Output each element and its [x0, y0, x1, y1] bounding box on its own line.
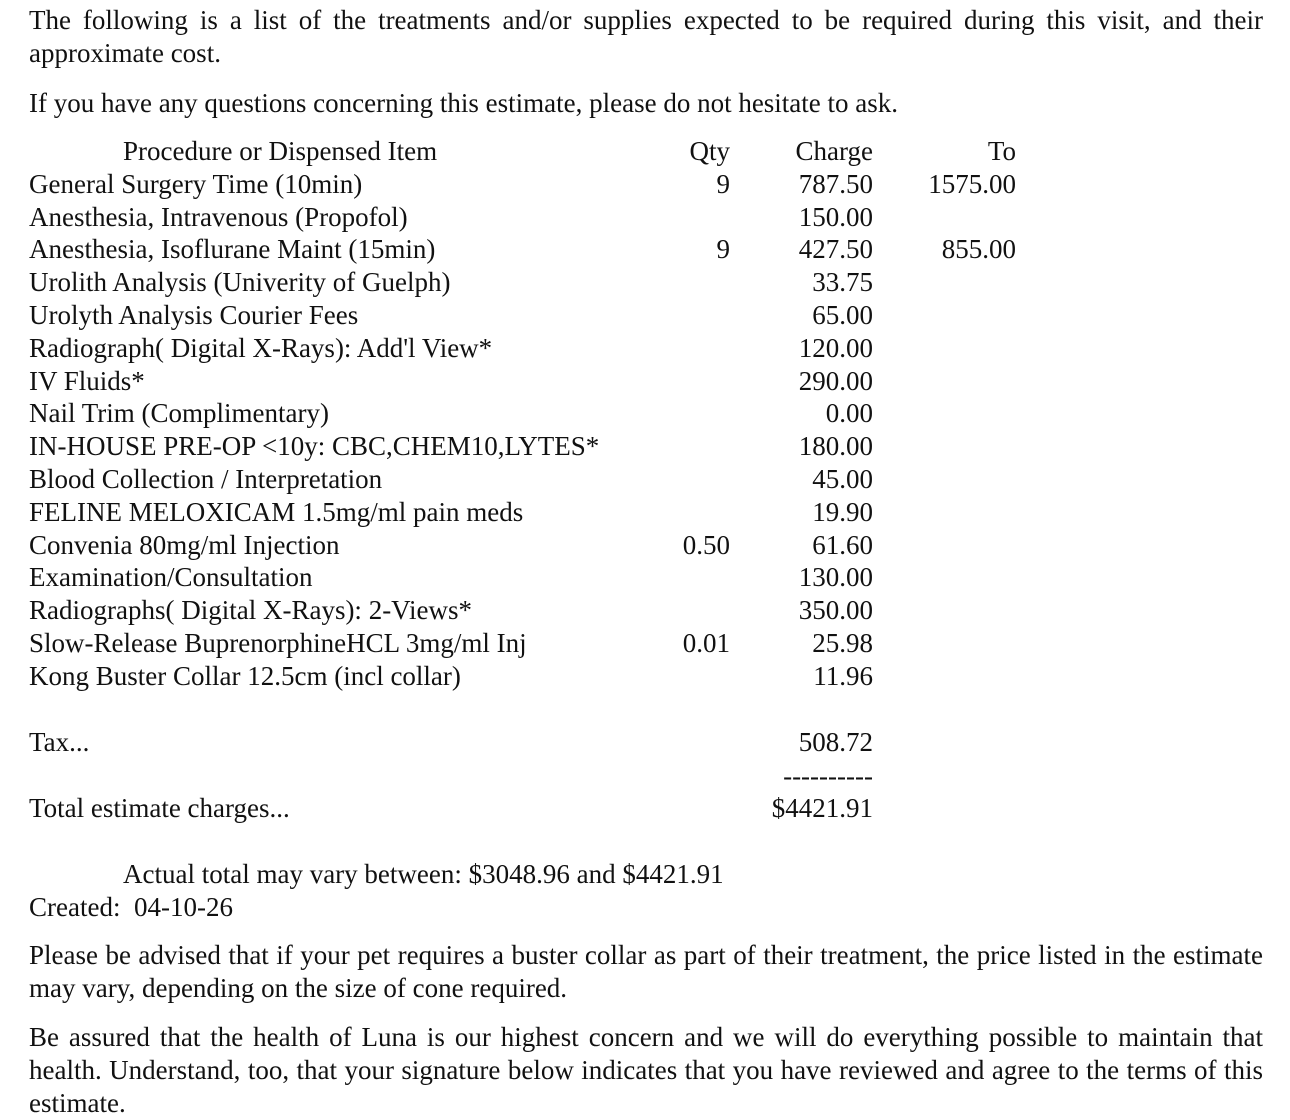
row-item: IV Fluids*	[29, 365, 145, 396]
table-row	[0, 266, 1290, 299]
row-item: Radiograph( Digital X-Rays): Add'l View*	[29, 332, 493, 363]
row-qty: 9	[716, 234, 730, 265]
row-charge: 180.00	[798, 431, 873, 462]
table-row	[0, 233, 1290, 266]
row-charge: 25.98	[812, 627, 873, 658]
row-qty: 0.01	[682, 627, 730, 658]
row-item: Nail Trim (Complimentary)	[29, 398, 329, 429]
row-item: Anesthesia, Intravenous (Propofol)	[29, 201, 408, 232]
row-item: General Surgery Time (10min)	[29, 168, 363, 199]
row-qty: 9	[716, 168, 730, 199]
row-charge: 19.90	[812, 496, 873, 527]
row-charge: 290.00	[798, 365, 873, 396]
row-total: 1575.00	[928, 168, 1016, 199]
row-charge: 45.00	[812, 463, 873, 494]
row-item: Radiographs( Digital X-Rays): 2-Views*	[29, 595, 473, 626]
row-item: Urolith Analysis (Univerity of Guelph)	[29, 267, 451, 298]
row-charge: 150.00	[798, 201, 873, 232]
table-row	[0, 299, 1290, 332]
row-item: Slow-Release BuprenorphineHCL 3mg/ml Inj	[29, 627, 527, 658]
table-row	[0, 430, 1290, 463]
table-row	[0, 365, 1290, 398]
table-row	[0, 594, 1290, 627]
row-charge: 65.00	[812, 299, 873, 330]
header-total: To	[987, 136, 1016, 166]
row-charge: 33.75	[812, 267, 873, 298]
estimate-table	[0, 135, 1290, 693]
total-value: $4421.91	[771, 793, 873, 823]
row-item: Anesthesia, Isoflurane Maint (15min)	[29, 234, 436, 265]
table-body	[0, 168, 1290, 693]
row-item: FELINE MELOXICAM 1.5mg/ml pain meds	[29, 496, 524, 527]
intro-paragraph: The following is a list of the treatments and/or supplies expected to be required during this visit, and their approximate cost.	[29, 5, 1263, 68]
table-row	[0, 660, 1290, 693]
table-row	[0, 463, 1290, 496]
table-header	[0, 135, 1290, 168]
row-qty: 0.50	[682, 529, 730, 560]
header-item: Procedure or Dispensed Item	[123, 136, 438, 166]
questions-paragraph: If you have any questions concerning this estimate, please do not hesitate to ask.	[29, 88, 899, 118]
total-separator: ----------	[783, 761, 873, 791]
header-charge: Charge	[795, 136, 873, 166]
row-charge: 120.00	[798, 332, 873, 363]
table-row	[0, 496, 1290, 529]
table-row	[0, 561, 1290, 594]
range-line: Actual total may vary between: $3048.96 and $4421.91	[123, 859, 724, 889]
row-charge: 61.60	[812, 529, 873, 560]
tax-label: Tax...	[29, 727, 90, 757]
row-item: Convenia 80mg/ml Injection	[29, 529, 340, 560]
table-row	[0, 168, 1290, 201]
row-charge: 11.96	[813, 660, 873, 691]
row-charge: 350.00	[798, 595, 873, 626]
table-row	[0, 201, 1290, 234]
row-item: IN-HOUSE PRE-OP <10y: CBC,CHEM10,LYTES*	[29, 431, 600, 462]
assurance-note: Be assured that the health of Luna is our highest concern and we will do everything possible to maintain that health. Understand, too, that your signature below indicates that you have reviewed and agree to the terms of this estimate.	[29, 1022, 1263, 1118]
row-charge: 787.50	[798, 168, 873, 199]
row-item: Blood Collection / Interpretation	[29, 463, 383, 494]
created-line	[29, 891, 233, 924]
table-row	[0, 332, 1290, 365]
collar-note: Please be advised that if your pet requires a buster collar as part of their treatment, the price listed in the estimate may vary, depending on the size of cone required.	[29, 940, 1263, 1003]
table-row	[0, 529, 1290, 562]
tax-value: 508.72	[798, 727, 873, 757]
row-charge: 0.00	[825, 398, 873, 429]
row-total: 855.00	[941, 234, 1016, 265]
created-label: Created:	[29, 892, 121, 922]
table-row	[0, 397, 1290, 430]
row-charge: 427.50	[798, 234, 873, 265]
header-qty: Qty	[689, 136, 730, 166]
row-item: Urolyth Analysis Courier Fees	[29, 299, 359, 330]
total-label: Total estimate charges...	[29, 793, 290, 823]
row-charge: 130.00	[798, 562, 873, 593]
created-date: 04-10-26	[133, 892, 233, 922]
row-item: Kong Buster Collar 12.5cm (incl collar)	[29, 660, 461, 691]
row-item: Examination/Consultation	[29, 562, 313, 593]
table-row	[0, 627, 1290, 660]
